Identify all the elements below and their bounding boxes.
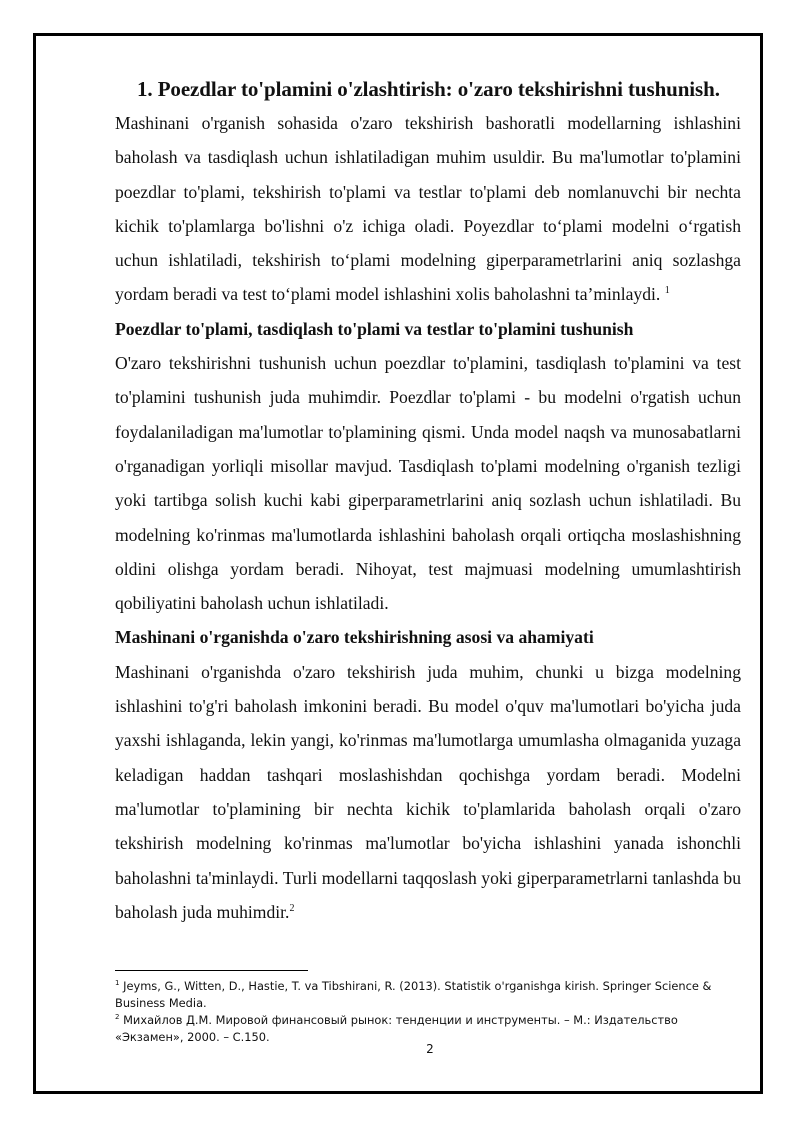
- paragraph-importance-text: Mashinani o'rganishda o'zaro tekshirish juda muhim, chunki u bizga modelning ishlashini to'g'ri baholash imkonini beradi. Bu model o'quv ma'lumotlari bo'yicha juda yaxshi ishlaganda, lekin yangi, ko'rinmas ma'lumotlarga umumlasha olmaganida yuzaga keladigan haddan tashqari moslashishdan qochishga yordam beradi. Modelni ma'lumotlar to'plamining bir nechta kichik to'plamlarida baholash orqali o'zaro tekshirish modelning ko'rinmas ma'lumotlar bo'yicha ishlashini yanada ishonchli baholashni ta'minlaydi. Turli modellarni taqqoslash yoki giperparametrlarni tanlashda bu baholash juda muhimdir.: [115, 661, 741, 922]
- paragraph-intro: [115, 106, 741, 312]
- footnotes: [115, 978, 735, 1046]
- paragraph-intro-text: Mashinani o'rganish sohasida o'zaro tekshirish bashoratli modellarning ishlashini baholash va tasdiqlash uchun ishlatiladigan muhim usuldir. Bu ma'lumotlar to'plamini poezdlar to'plami, tekshirish to'plami va testlar to'plami deb nomlanuvchi bir nechta kichik to'plamlarga bo'lishni o'z ichiga oladi. Poyezdlar to‘plami modelni o‘rgatish uchun ishlatiladi, tekshirish to‘plami modelning giperparametrlarini aniq sozlashga yordam beradi va test to‘plami model ishlashini xolis baholashni ta’minlaydi.: [115, 113, 741, 305]
- footnote-text-1: Jeyms, G., Witten, D., Hastie, T. va Tibshirani, R. (2013). Statistik o'rganishga kirish. Springer Science & Business Media.: [115, 979, 712, 1010]
- section-heading: 1. Poezdlar to'plamini o'zlashtirish: o'zaro tekshirishni tushunish.: [137, 77, 720, 101]
- subheading-importance: Mashinani o'rganishda o'zaro tekshirishning asosi va ahamiyati: [115, 627, 594, 648]
- subheading-sets: Poezdlar to'plami, tasdiqlash to'plami va testlar to'plamini tushunish: [115, 318, 634, 339]
- footnote-1: [115, 978, 735, 1012]
- footnote-ref-1[interactable]: 1: [664, 285, 670, 297]
- paragraph-importance: [115, 655, 741, 929]
- footnote-ref-2[interactable]: 2: [289, 902, 295, 914]
- page-number: 2: [426, 1042, 434, 1056]
- footnote-mark-2: 2: [115, 1013, 120, 1022]
- footnote-text-2: Михайлов Д.М. Мировой финансовый рынок: тенденции и инструменты. – М.: Издательство «Экзамен», 2000. – С.150.: [115, 1013, 678, 1044]
- footnote-mark-1: 1: [115, 979, 120, 988]
- paragraph-sets: O'zaro tekshirishni tushunish uchun poezdlar to'plamini, tasdiqlash to'plamini va test to'plamini tushunish juda muhimdir. Poezdlar to'plami - bu modelni o'rgatish uchun foydalaniladigan ma'lumotlar to'plamining qismi. Unda model naqsh va munosabatlarni o'rganadigan yorliqli misollar mavjud. Tasdiqlash to'plami modelning o'rganish tezligi yoki tartibga solish kuchi kabi giperparametrlarini aniq sozlash uchun ishlatiladi. Bu modelning ko'rinmas ma'lumotlarda ishlashini baholash orqali ortiqcha moslashishning oldini olishga yordam beradi. Nihoyat, test majmuasi modelning umumlashtirish qobiliyatini baholash uchun ishlatiladi.: [115, 353, 741, 614]
- footnote-separator: [115, 970, 308, 971]
- page-content: [115, 72, 741, 929]
